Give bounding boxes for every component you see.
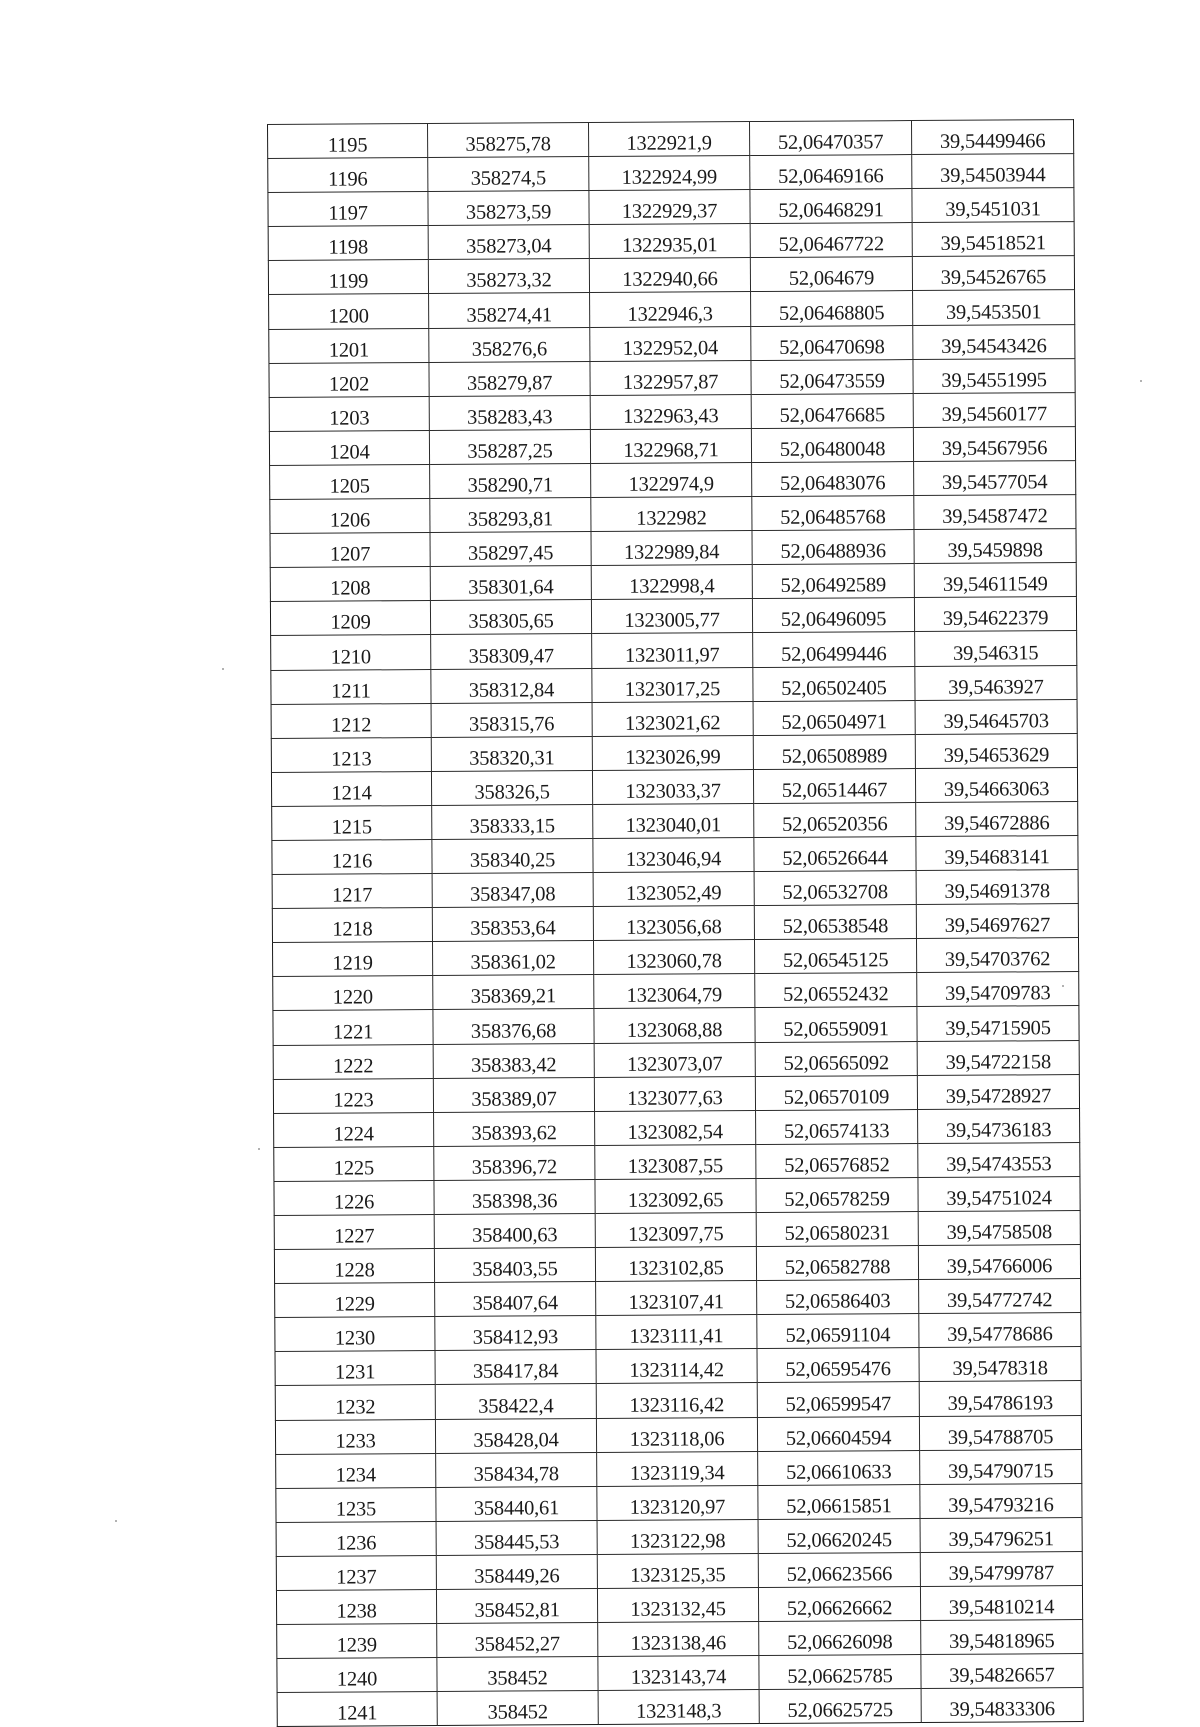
x-coordinate-cell: 358452: [437, 1657, 598, 1692]
y-coordinate-cell: 1323119,34: [597, 1451, 758, 1486]
point-number-cell: 1198: [268, 226, 428, 261]
table-row: [277, 1688, 1083, 1727]
latitude-cell: 52,06508989: [753, 734, 915, 769]
latitude-cell: 52,06623566: [758, 1552, 920, 1587]
point-number-cell: 1197: [268, 192, 428, 227]
y-coordinate-cell: 1322974,9: [591, 462, 752, 497]
y-coordinate-cell: 1323077,63: [594, 1076, 755, 1111]
scan-speck: [1140, 380, 1142, 382]
y-coordinate-cell: 1323092,65: [595, 1178, 756, 1213]
table-row: [276, 1449, 1082, 1488]
x-coordinate-cell: 358376,68: [433, 1009, 594, 1044]
y-coordinate-cell: 1323033,37: [592, 769, 753, 804]
table-row: [272, 836, 1078, 875]
point-number-cell: 1196: [268, 158, 428, 193]
table-row: [270, 529, 1076, 568]
latitude-cell: 52,06485768: [752, 496, 914, 531]
longitude-cell: 39,54560177: [913, 392, 1075, 427]
x-coordinate-cell: 358449,26: [436, 1554, 597, 1589]
point-number-cell: 1213: [271, 737, 431, 772]
y-coordinate-cell: 1322929,37: [589, 190, 750, 225]
x-coordinate-cell: 358326,5: [431, 770, 592, 805]
longitude-cell: 39,54622379: [914, 597, 1076, 632]
y-coordinate-cell: 1323120,97: [597, 1485, 758, 1520]
table-row: [270, 597, 1076, 636]
y-coordinate-cell: 1323116,42: [596, 1383, 757, 1418]
x-coordinate-cell: 358428,04: [435, 1418, 596, 1453]
y-coordinate-cell: 1323138,46: [598, 1622, 759, 1657]
point-number-cell: 1199: [268, 260, 428, 295]
point-number-cell: 1223: [273, 1078, 433, 1113]
x-coordinate-cell: 358396,72: [434, 1145, 595, 1180]
latitude-cell: 52,06496095: [752, 598, 914, 633]
table-row: [268, 188, 1074, 227]
y-coordinate-cell: 1322935,01: [589, 224, 750, 259]
x-coordinate-cell: 358452: [437, 1691, 598, 1726]
longitude-cell: 39,54703762: [916, 938, 1078, 973]
y-coordinate-cell: 1323111,41: [596, 1315, 757, 1350]
longitude-cell: 39,54503944: [912, 154, 1074, 189]
latitude-cell: 52,06467722: [750, 223, 912, 258]
latitude-cell: 52,06626662: [758, 1587, 920, 1622]
point-number-cell: 1200: [269, 294, 429, 329]
longitude-cell: 39,54786193: [919, 1381, 1081, 1416]
y-coordinate-cell: 1322963,43: [590, 394, 751, 429]
y-coordinate-cell: 1323026,99: [592, 735, 753, 770]
longitude-cell: 39,54818965: [921, 1620, 1083, 1655]
latitude-cell: 52,06483076: [752, 461, 914, 496]
longitude-cell: 39,54793216: [920, 1483, 1082, 1518]
longitude-cell: 39,54672886: [916, 801, 1078, 836]
point-number-cell: 1210: [271, 635, 431, 670]
point-number-cell: 1231: [275, 1351, 435, 1386]
y-coordinate-cell: 1322946,3: [590, 292, 751, 327]
x-coordinate-cell: 358452,81: [436, 1589, 597, 1624]
y-coordinate-cell: 1322940,66: [589, 258, 750, 293]
point-number-cell: 1241: [277, 1692, 437, 1727]
latitude-cell: 52,06610633: [758, 1450, 920, 1485]
point-number-cell: 1224: [274, 1112, 434, 1147]
y-coordinate-cell: 1323114,42: [596, 1349, 757, 1384]
x-coordinate-cell: 358434,78: [436, 1452, 597, 1487]
latitude-cell: 52,06620245: [758, 1518, 920, 1553]
x-coordinate-cell: 358422,4: [435, 1384, 596, 1419]
table-row: [273, 972, 1079, 1011]
y-coordinate-cell: 1323021,62: [592, 701, 753, 736]
y-coordinate-cell: 1323143,74: [598, 1656, 759, 1691]
table-row: [273, 1074, 1079, 1113]
longitude-cell: 39,54645703: [915, 699, 1077, 734]
table-row: [270, 563, 1076, 602]
x-coordinate-cell: 358361,02: [432, 941, 593, 976]
table-row: [274, 1108, 1080, 1147]
longitude-cell: 39,54691378: [916, 870, 1078, 905]
y-coordinate-cell: 1323148,3: [598, 1690, 759, 1725]
x-coordinate-cell: 358407,64: [435, 1282, 596, 1317]
point-number-cell: 1212: [271, 703, 431, 738]
longitude-cell: 39,5451031: [912, 188, 1074, 223]
x-coordinate-cell: 358333,15: [432, 804, 593, 839]
coordinates-table-body: [268, 120, 1084, 1727]
x-coordinate-cell: 358273,59: [428, 191, 589, 226]
x-coordinate-cell: 358393,62: [434, 1111, 595, 1146]
x-coordinate-cell: 358309,47: [431, 634, 592, 669]
point-number-cell: 1236: [276, 1521, 436, 1556]
table-row: [270, 461, 1076, 500]
x-coordinate-cell: 358287,25: [429, 429, 590, 464]
point-number-cell: 1201: [269, 328, 429, 363]
point-number-cell: 1205: [270, 464, 430, 499]
longitude-cell: 39,54715905: [917, 1006, 1079, 1041]
table-row: [270, 495, 1076, 534]
x-coordinate-cell: 358273,04: [428, 225, 589, 260]
longitude-cell: 39,54518521: [912, 222, 1074, 257]
point-number-cell: 1217: [272, 874, 432, 909]
x-coordinate-cell: 358445,53: [436, 1520, 597, 1555]
table-row: [276, 1586, 1082, 1625]
y-coordinate-cell: 1323056,68: [593, 906, 754, 941]
latitude-cell: 52,06625785: [759, 1655, 921, 1690]
x-coordinate-cell: 358320,31: [431, 736, 592, 771]
longitude-cell: 39,54653629: [915, 733, 1077, 768]
scan-speck: [115, 1520, 117, 1522]
longitude-cell: 39,54543426: [913, 324, 1075, 359]
x-coordinate-cell: 358400,63: [434, 1214, 595, 1249]
x-coordinate-cell: 358290,71: [430, 463, 591, 498]
longitude-cell: 39,546315: [915, 631, 1077, 666]
longitude-cell: 39,54577054: [914, 461, 1076, 496]
longitude-cell: 39,54499466: [911, 120, 1073, 155]
table-row: [276, 1551, 1082, 1590]
table-row: [271, 631, 1077, 670]
latitude-cell: 52,06470357: [749, 121, 911, 156]
y-coordinate-cell: 1323040,01: [593, 803, 754, 838]
point-number-cell: 1218: [272, 908, 432, 943]
latitude-cell: 52,06604594: [757, 1416, 919, 1451]
latitude-cell: 52,06595476: [757, 1348, 919, 1383]
x-coordinate-cell: 358369,21: [433, 975, 594, 1010]
table-row: [277, 1620, 1083, 1659]
x-coordinate-cell: 358440,61: [436, 1486, 597, 1521]
table-row: [274, 1245, 1080, 1284]
scan-speck: [222, 668, 224, 670]
table-row: [268, 120, 1074, 159]
table-row: [273, 1040, 1079, 1079]
point-number-cell: 1209: [270, 601, 430, 636]
latitude-cell: 52,06468291: [750, 189, 912, 224]
longitude-cell: 39,54810214: [920, 1586, 1082, 1621]
point-number-cell: 1238: [276, 1590, 436, 1625]
y-coordinate-cell: 1323052,49: [593, 872, 754, 907]
longitude-cell: 39,54743553: [918, 1142, 1080, 1177]
point-number-cell: 1216: [272, 839, 432, 874]
longitude-cell: 39,54567956: [913, 426, 1075, 461]
longitude-cell: 39,54736183: [918, 1108, 1080, 1143]
latitude-cell: 52,06586403: [757, 1280, 919, 1315]
latitude-cell: 52,06626098: [759, 1621, 921, 1656]
y-coordinate-cell: 1323107,41: [596, 1281, 757, 1316]
point-number-cell: 1221: [273, 1010, 433, 1045]
x-coordinate-cell: 358412,93: [435, 1316, 596, 1351]
latitude-cell: 52,06570109: [755, 1075, 917, 1110]
point-number-cell: 1226: [274, 1180, 434, 1215]
table-row: [276, 1517, 1082, 1556]
latitude-cell: 52,06565092: [755, 1041, 917, 1076]
point-number-cell: 1202: [269, 362, 429, 397]
latitude-cell: 52,064679: [750, 257, 912, 292]
point-number-cell: 1208: [270, 567, 430, 602]
x-coordinate-cell: 358417,84: [435, 1350, 596, 1385]
latitude-cell: 52,06514467: [753, 768, 915, 803]
table-row: [276, 1483, 1082, 1522]
table-row: [274, 1211, 1080, 1250]
table-row: [271, 699, 1077, 738]
longitude-cell: 39,54551995: [913, 358, 1075, 393]
x-coordinate-cell: 358279,87: [429, 361, 590, 396]
latitude-cell: 52,06499446: [753, 632, 915, 667]
latitude-cell: 52,06576852: [756, 1143, 918, 1178]
y-coordinate-cell: 1323068,88: [594, 1008, 755, 1043]
latitude-cell: 52,06502405: [753, 666, 915, 701]
table-row: [273, 1006, 1079, 1045]
x-coordinate-cell: 358389,07: [433, 1077, 594, 1112]
point-number-cell: 1232: [275, 1385, 435, 1420]
latitude-cell: 52,06488936: [752, 530, 914, 565]
latitude-cell: 52,06552432: [755, 973, 917, 1008]
table-row: [277, 1654, 1083, 1693]
latitude-cell: 52,06480048: [751, 427, 913, 462]
longitude-cell: 39,54790715: [920, 1449, 1082, 1484]
y-coordinate-cell: 1323097,75: [595, 1213, 756, 1248]
point-number-cell: 1235: [276, 1487, 436, 1522]
y-coordinate-cell: 1323122,98: [597, 1519, 758, 1554]
point-number-cell: 1225: [274, 1146, 434, 1181]
table-row: [275, 1347, 1081, 1386]
point-number-cell: 1211: [271, 669, 431, 704]
table-row: [272, 801, 1078, 840]
latitude-cell: 52,06470698: [751, 325, 913, 360]
y-coordinate-cell: 1323060,78: [593, 940, 754, 975]
latitude-cell: 52,06578259: [756, 1177, 918, 1212]
point-number-cell: 1230: [275, 1317, 435, 1352]
point-number-cell: 1206: [270, 499, 430, 534]
longitude-cell: 39,54826657: [921, 1654, 1083, 1689]
coordinates-table: [267, 119, 1084, 1727]
latitude-cell: 52,06580231: [756, 1212, 918, 1247]
y-coordinate-cell: 1322921,9: [588, 122, 749, 157]
table-row: [268, 256, 1074, 295]
point-number-cell: 1203: [269, 396, 429, 431]
latitude-cell: 52,06559091: [755, 1007, 917, 1042]
longitude-cell: 39,5459898: [914, 529, 1076, 564]
y-coordinate-cell: 1323017,25: [592, 667, 753, 702]
point-number-cell: 1214: [271, 771, 431, 806]
point-number-cell: 1237: [276, 1555, 436, 1590]
latitude-cell: 52,06538548: [754, 905, 916, 940]
point-number-cell: 1228: [274, 1249, 434, 1284]
y-coordinate-cell: 1322952,04: [590, 326, 751, 361]
latitude-cell: 52,06582788: [756, 1246, 918, 1281]
y-coordinate-cell: 1323132,45: [597, 1588, 758, 1623]
longitude-cell: 39,54778686: [919, 1313, 1081, 1348]
latitude-cell: 52,06526644: [754, 837, 916, 872]
y-coordinate-cell: 1323087,55: [595, 1144, 756, 1179]
table-row: [269, 324, 1075, 363]
table-row: [269, 392, 1075, 431]
longitude-cell: 39,54697627: [916, 904, 1078, 939]
point-number-cell: 1233: [275, 1419, 435, 1454]
latitude-cell: 52,06504971: [753, 700, 915, 735]
longitude-cell: 39,54772742: [919, 1279, 1081, 1314]
y-coordinate-cell: 1322998,4: [591, 565, 752, 600]
table-row: [268, 222, 1074, 261]
table-row: [273, 938, 1079, 977]
x-coordinate-cell: 358276,6: [429, 327, 590, 362]
x-coordinate-cell: 358275,78: [428, 123, 589, 158]
y-coordinate-cell: 1323102,85: [595, 1247, 756, 1282]
y-coordinate-cell: 1323011,97: [592, 633, 753, 668]
point-number-cell: 1239: [277, 1624, 437, 1659]
table-row: [275, 1313, 1081, 1352]
y-coordinate-cell: 1322957,87: [590, 360, 751, 395]
table-row: [269, 290, 1075, 329]
x-coordinate-cell: 358398,36: [434, 1179, 595, 1214]
table-row: [275, 1381, 1081, 1420]
point-number-cell: 1207: [270, 533, 430, 568]
table-row: [272, 870, 1078, 909]
point-number-cell: 1234: [276, 1453, 436, 1488]
longitude-cell: 39,54709783: [917, 972, 1079, 1007]
point-number-cell: 1195: [268, 124, 428, 159]
x-coordinate-cell: 358452,27: [437, 1623, 598, 1658]
x-coordinate-cell: 358305,65: [430, 600, 591, 635]
longitude-cell: 39,54683141: [916, 836, 1078, 871]
latitude-cell: 52,06473559: [751, 359, 913, 394]
y-coordinate-cell: 1323046,94: [593, 838, 754, 873]
x-coordinate-cell: 358297,45: [430, 532, 591, 567]
x-coordinate-cell: 358403,55: [434, 1248, 595, 1283]
point-number-cell: 1220: [273, 976, 433, 1011]
y-coordinate-cell: 1322968,71: [590, 428, 751, 463]
latitude-cell: 52,06574133: [756, 1109, 918, 1144]
latitude-cell: 52,06476685: [751, 393, 913, 428]
y-coordinate-cell: 1323064,79: [594, 974, 755, 1009]
longitude-cell: 39,5453501: [913, 290, 1075, 325]
latitude-cell: 52,06469166: [750, 155, 912, 190]
table-row: [275, 1279, 1081, 1318]
table-row: [271, 733, 1077, 772]
point-number-cell: 1215: [272, 805, 432, 840]
latitude-cell: 52,06532708: [754, 871, 916, 906]
table-row: [272, 904, 1078, 943]
longitude-cell: 39,54796251: [920, 1517, 1082, 1552]
longitude-cell: 39,54526765: [912, 256, 1074, 291]
point-number-cell: 1204: [269, 430, 429, 465]
latitude-cell: 52,06520356: [754, 802, 916, 837]
longitude-cell: 39,54722158: [917, 1040, 1079, 1075]
longitude-cell: 39,54766006: [918, 1245, 1080, 1280]
longitude-cell: 39,54663063: [915, 767, 1077, 802]
table-row: [269, 426, 1075, 465]
point-number-cell: 1240: [277, 1658, 437, 1693]
latitude-cell: 52,06591104: [757, 1314, 919, 1349]
table-row: [271, 767, 1077, 806]
scan-speck: [258, 1148, 260, 1150]
y-coordinate-cell: 1322989,84: [591, 531, 752, 566]
table-row: [268, 154, 1074, 193]
point-number-cell: 1222: [273, 1044, 433, 1079]
longitude-cell: 39,54799787: [920, 1551, 1082, 1586]
longitude-cell: 39,54587472: [914, 495, 1076, 530]
point-number-cell: 1229: [275, 1283, 435, 1318]
y-coordinate-cell: 1323118,06: [596, 1417, 757, 1452]
table-row: [274, 1142, 1080, 1181]
x-coordinate-cell: 358315,76: [431, 702, 592, 737]
longitude-cell: 39,5463927: [915, 665, 1077, 700]
latitude-cell: 52,06492589: [752, 564, 914, 599]
y-coordinate-cell: 1323082,54: [595, 1110, 756, 1145]
latitude-cell: 52,06625725: [759, 1689, 921, 1724]
x-coordinate-cell: 358301,64: [430, 566, 591, 601]
table-row: [269, 358, 1075, 397]
table-row: [271, 665, 1077, 704]
point-number-cell: 1219: [273, 942, 433, 977]
x-coordinate-cell: 358274,41: [429, 293, 590, 328]
x-coordinate-cell: 358283,43: [429, 395, 590, 430]
y-coordinate-cell: 1323125,35: [597, 1553, 758, 1588]
table-row: [274, 1176, 1080, 1215]
longitude-cell: 39,54788705: [919, 1415, 1081, 1450]
latitude-cell: 52,06615851: [758, 1484, 920, 1519]
longitude-cell: 39,54751024: [918, 1176, 1080, 1211]
y-coordinate-cell: 1323073,07: [594, 1042, 755, 1077]
longitude-cell: 39,5478318: [919, 1347, 1081, 1382]
x-coordinate-cell: 358273,32: [428, 259, 589, 294]
longitude-cell: 39,54758508: [918, 1211, 1080, 1246]
x-coordinate-cell: 358340,25: [432, 838, 593, 873]
longitude-cell: 39,54728927: [917, 1074, 1079, 1109]
y-coordinate-cell: 1323005,77: [591, 599, 752, 634]
longitude-cell: 39,54611549: [914, 563, 1076, 598]
latitude-cell: 52,06599547: [757, 1382, 919, 1417]
x-coordinate-cell: 358347,08: [432, 873, 593, 908]
table-row: [275, 1415, 1081, 1454]
longitude-cell: 39,54833306: [921, 1688, 1083, 1723]
x-coordinate-cell: 358274,5: [428, 157, 589, 192]
x-coordinate-cell: 358383,42: [433, 1043, 594, 1078]
x-coordinate-cell: 358353,64: [432, 907, 593, 942]
point-number-cell: 1227: [274, 1214, 434, 1249]
latitude-cell: 52,06468805: [751, 291, 913, 326]
x-coordinate-cell: 358312,84: [431, 668, 592, 703]
latitude-cell: 52,06545125: [754, 939, 916, 974]
y-coordinate-cell: 1322924,99: [589, 156, 750, 191]
y-coordinate-cell: 1322982: [591, 497, 752, 532]
x-coordinate-cell: 358293,81: [430, 498, 591, 533]
